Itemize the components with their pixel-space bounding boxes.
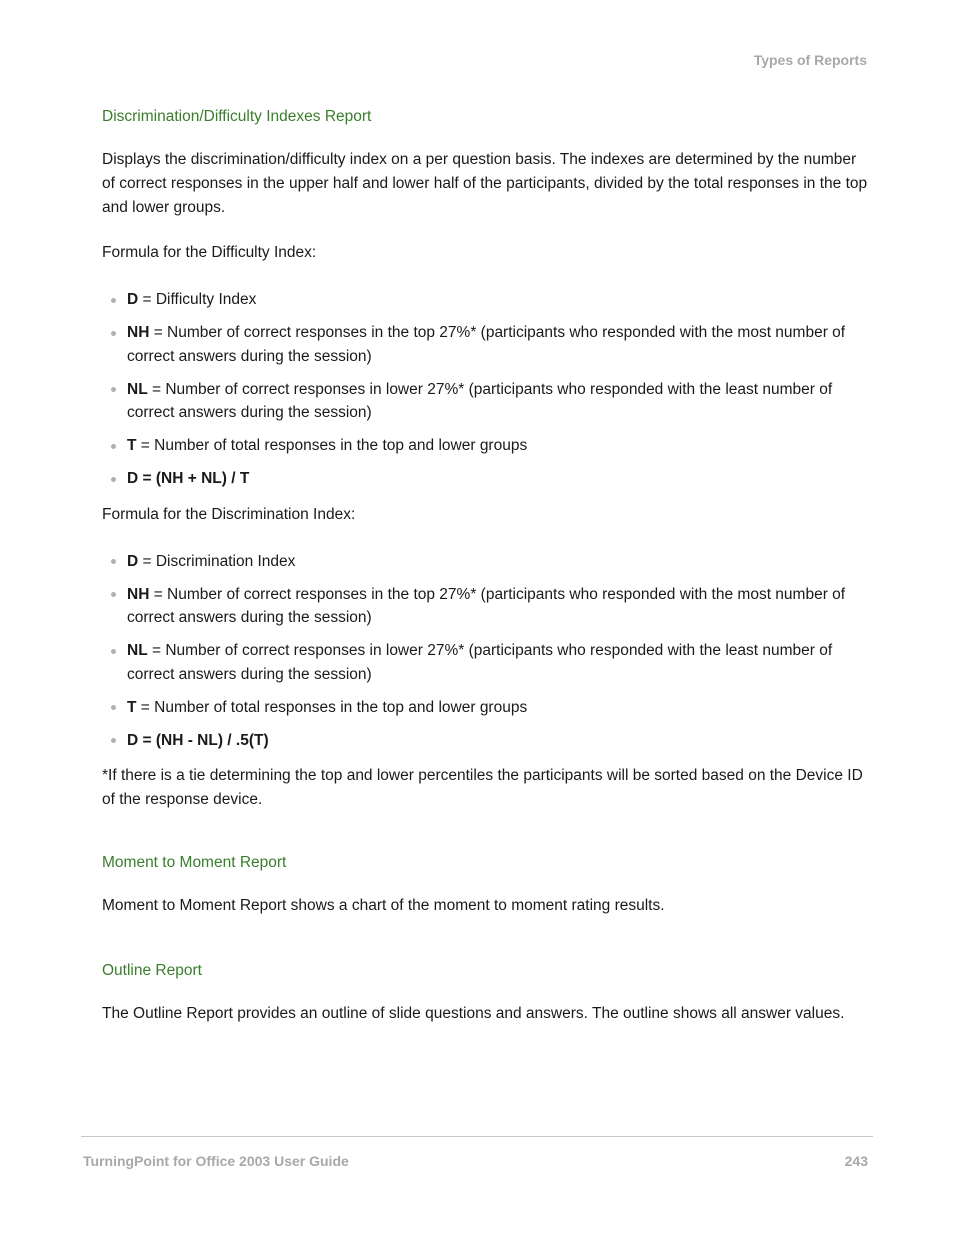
definition: = Discrimination Index [138, 552, 296, 570]
formula: D = (NH + NL) / T [127, 470, 250, 487]
footer-guide-title: TurningPoint for Office 2003 User Guide [83, 1153, 349, 1169]
term: D [127, 552, 139, 570]
section-heading-moment: Moment to Moment Report [102, 854, 287, 871]
difficulty-formula-label: Formula for the Difficulty Index: [102, 244, 317, 261]
moment-body: Moment to Moment Report shows a chart of the moment to moment rating results. [102, 897, 665, 914]
term: NH [127, 324, 150, 341]
term: NL [127, 642, 148, 659]
bullet-icon [111, 298, 116, 303]
definition: = Number of correct responses in lower 27%* (participants who responded with the least number of correct answers during the session) [127, 642, 833, 683]
definition: = Number of correct responses in the top 27%* (participants who responded with the most number of correct answers during the session) [127, 324, 846, 365]
section-heading-discrimination: Discrimination/Difficulty Indexes Report [102, 108, 372, 125]
bullet-icon [111, 738, 116, 743]
term: NL [127, 380, 148, 398]
tie-footnote: *If there is a tie determining the top and lower percentiles the participants will be sorted based on the Device ID of the response device. [102, 767, 863, 808]
list-item [102, 288, 872, 312]
bullet-icon [111, 649, 116, 654]
discrimination-formula-list [102, 550, 872, 753]
discrimination-formula-label: Formula for the Discrimination Index: [102, 505, 356, 523]
definition: = Difficulty Index [138, 291, 257, 308]
running-header: Types of Reports [753, 52, 867, 68]
bullet-icon [111, 477, 116, 482]
term: D [127, 291, 139, 308]
list-item [102, 639, 872, 686]
page-content [102, 107, 872, 1026]
bullet-icon [111, 705, 116, 710]
section-heading-outline: Outline Report [102, 962, 202, 979]
footer-divider [81, 1136, 873, 1137]
outline-body: The Outline Report provides an outline of slide questions and answers. The outline shows all answer values. [102, 1005, 845, 1022]
definition: = Number of total responses in the top and lower groups [136, 698, 528, 716]
discrimination-intro: Displays the discrimination/difficulty index on a per question basis. The indexes are determined by the number of correct responses in the upper half and lower half of the participants, divided by the total responses in the top and lower groups. [102, 151, 868, 216]
page-number: 243 [844, 1153, 868, 1169]
bullet-icon [111, 444, 116, 449]
list-item [102, 729, 872, 753]
bullet-icon [111, 331, 116, 336]
list-item [102, 321, 872, 368]
term: T [127, 437, 137, 454]
term: NH [127, 585, 150, 603]
list-item [102, 583, 872, 630]
term: T [127, 698, 137, 716]
difficulty-formula-list [102, 288, 872, 491]
definition: = Number of correct responses in the top 27%* (participants who responded with the most number of correct answers during the session) [127, 585, 846, 626]
bullet-icon [111, 592, 116, 597]
list-item [102, 467, 872, 491]
list-item [102, 696, 872, 720]
bullet-icon [111, 559, 116, 564]
list-item [102, 378, 872, 425]
formula: D = (NH - NL) / .5(T) [127, 731, 269, 749]
definition: = Number of correct responses in lower 27%* (participants who responded with the least number of correct answers during the session) [127, 380, 833, 421]
list-item [102, 550, 872, 574]
bullet-icon [111, 387, 116, 392]
list-item [102, 434, 872, 458]
definition: = Number of total responses in the top and lower groups [136, 437, 528, 454]
